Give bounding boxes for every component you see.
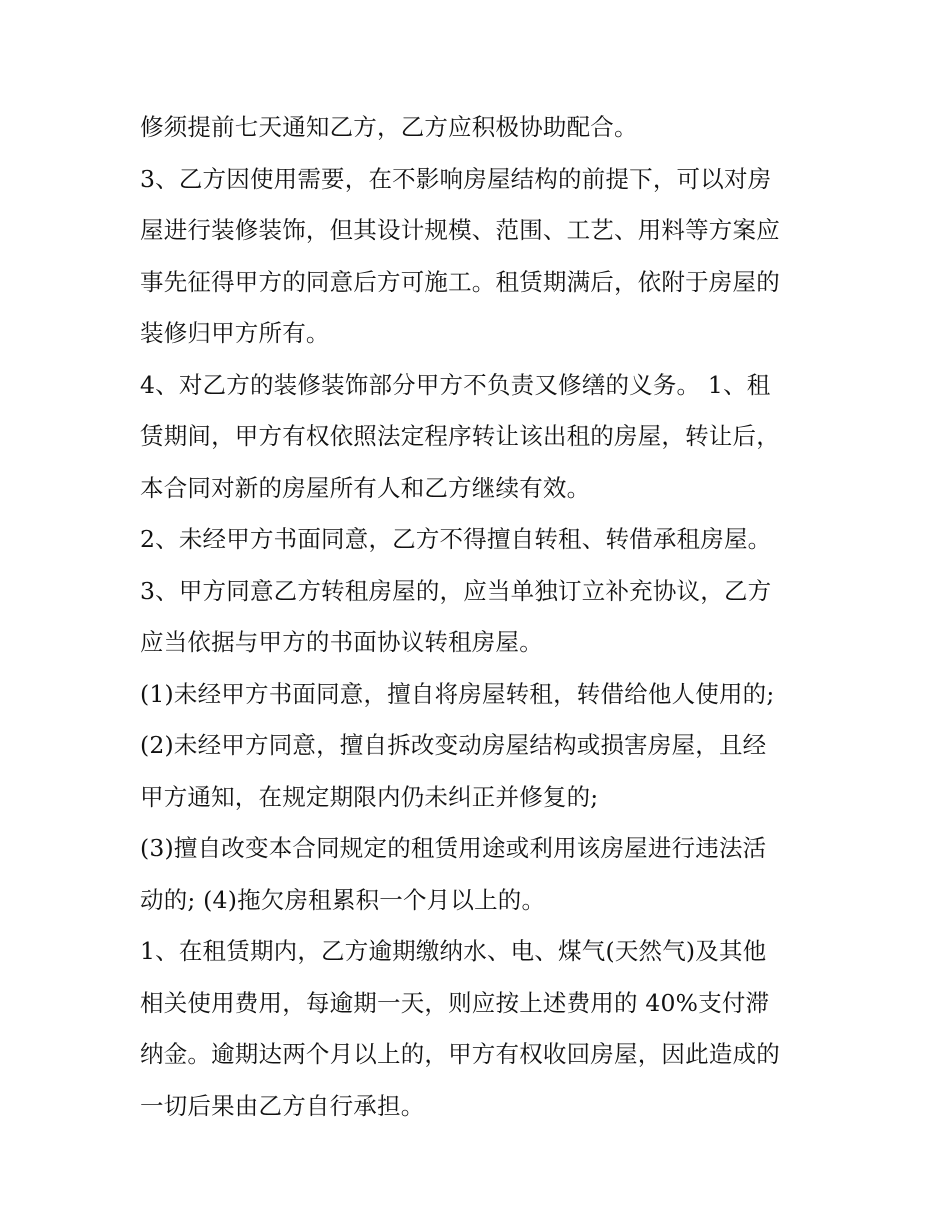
text-line: 装修归甲方所有。 — [140, 319, 330, 347]
text-line: 事先征得甲方的同意后方可施工。租赁期满后，依附于房屋的 — [140, 267, 780, 296]
text-line: (2)未经甲方同意，擅自拆改变动房屋结构或损害房屋，且经 — [140, 731, 767, 759]
text-line: 动的; (4)拖欠房租累积一个月以上的。 — [140, 885, 546, 914]
text-line: 2、未经甲方书面同意，乙方不得擅自转租、转借承租房屋。 — [140, 525, 772, 553]
document-body — [140, 102, 820, 1132]
text-line: 3、乙方因使用需要，在不影响房屋结构的前提下，可以对房 — [140, 164, 772, 193]
text-line: 相关使用费用，每逾期一天，则应按上述费用的 40%支付滞 — [140, 988, 770, 1017]
text-line: 一切后果由乙方自行承担。 — [140, 1091, 425, 1120]
text-line: (1)未经甲方书面同意，擅自将房屋转租，转借给他人使用的; — [140, 679, 775, 708]
text-line: (3)擅自改变本合同规定的租赁用途或利用该房屋进行违法活 — [140, 834, 767, 862]
text-line: 1、在租赁期内，乙方逾期缴纳水、电、煤气(天然气)及其他 — [140, 937, 767, 965]
text-line: 应当依据与甲方的书面协议转租房屋。 — [140, 628, 543, 656]
text-line: 修须提前七天通知乙方，乙方应积极协助配合。 — [140, 113, 638, 141]
text-line: 3、甲方同意乙方转租房屋的，应当单独订立补充协议，乙方 — [140, 576, 772, 605]
text-line: 4、对乙方的装修装饰部分甲方不负责又修缮的义务。 1、租 — [140, 370, 771, 399]
text-line: 本合同对新的房屋所有人和乙方继续有效。 — [140, 473, 591, 502]
text-line: 赁期间，甲方有权依照法定程序转让该出租的房屋，转让后， — [140, 422, 780, 450]
text-line: 甲方通知，在规定期限内仍未纠正并修复的; — [140, 782, 599, 811]
text-line: 屋进行装修装饰，但其设计规模、范围、工艺、用料等方案应 — [140, 216, 780, 244]
text-line: 纳金。逾期达两个月以上的，甲方有权收回房屋，因此造成的 — [140, 1040, 780, 1068]
